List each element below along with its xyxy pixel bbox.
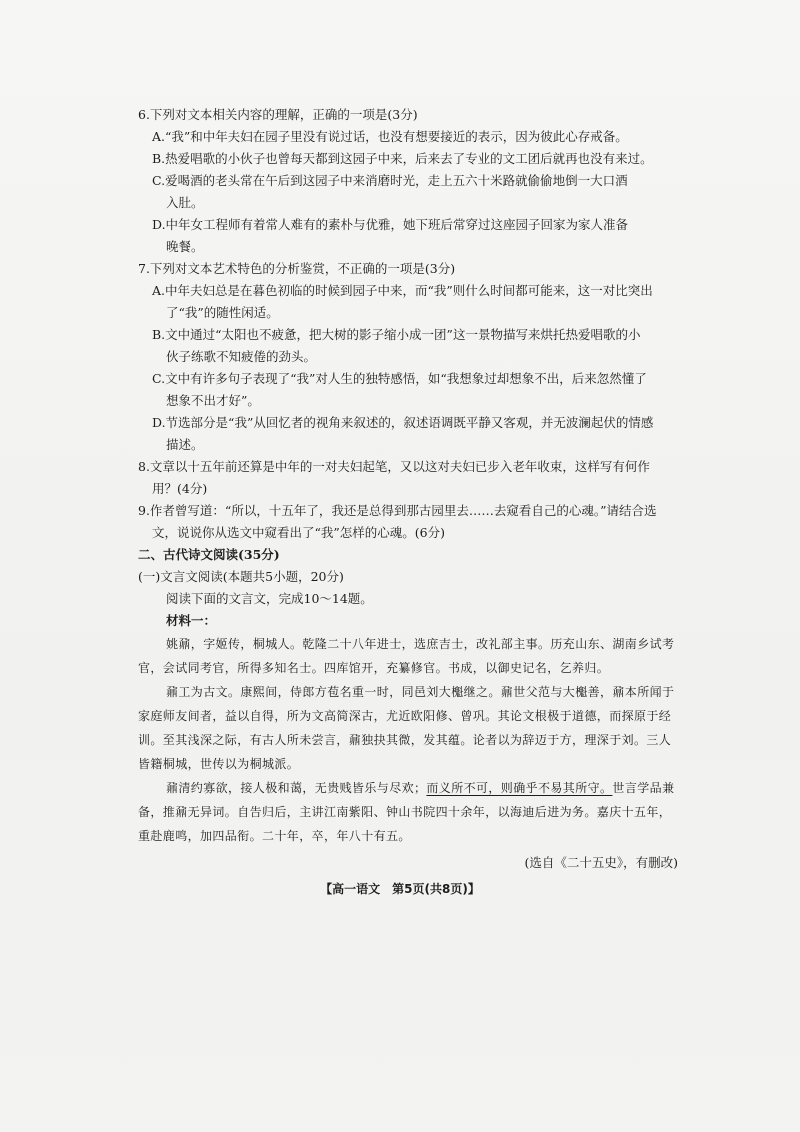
question-7-option-d xyxy=(138,412,678,456)
question-7-option-b-line1: B.文中通过“太阳也不疲惫，把大树的影子缩小成一团”这一景物描写来烘托热爱唱歌的小 xyxy=(152,327,641,342)
question-6-option-b: B.热爱唱歌的小伙子也曾每天都到这园子中来，后来去了专业的文工团后就再也没有来过。 xyxy=(152,151,653,166)
question-7-option-a-line2: 了“我”的随性闲适。 xyxy=(166,305,279,320)
classical-paragraph-1: 姚鼐，字姬传，桐城人。乾隆二十八年进士，选庶吉士，改礼部主事。历充山东、湖南乡试考官，会试同考官，所得多知名士。四库馆开，充纂修官。书成，以御史记名，乞养归。 xyxy=(138,637,675,675)
question-8 xyxy=(138,456,678,500)
question-7-option-c xyxy=(138,368,678,412)
question-7-stem: 7.下列对文本艺术特色的分析鉴赏，不正确的一项是(3分) xyxy=(138,261,456,276)
section-2-subtitle: (一)文言文阅读(本题共5小题，20分) xyxy=(138,569,344,584)
question-7-option-c-line2: 想象不出才好”。 xyxy=(166,393,260,408)
page-footer: 【高一语文 第5页(共8页)】 xyxy=(320,882,480,896)
question-6-option-d-line1: D.中年女工程师有着常人难有的素朴与优雅，她下班后常穿过这座园子回家为家人准备 xyxy=(152,217,629,232)
question-8-line1: 8.文章以十五年前还算是中年的一对夫妇起笔，又以这对夫妇已步入老年收束，这样写有何作 xyxy=(138,459,650,474)
question-8-line2: 用？(4分) xyxy=(152,481,208,496)
classical-paragraph-2: 鼐工为古文。康熙间，侍郎方苞名重一时，同邑刘大櫆继之。鼐世父范与大櫆善，鼐本所闻于家庭师友间者，益以自得，所为文高简深古，尤近欧阳修、曾巩。其论文根极于道德，而探原于经训。至其浅深之际，有古人所未尝言，鼐独抉其微，发其蕴。论者以为辞迈于方，理深于刘。三人皆籍桐城，世传以为桐城派。 xyxy=(138,685,675,771)
question-7-option-a-line1: A.中年夫妇总是在暮色初临的时候到园子中来，而“我”则什么时间都可能来，这一对比突出 xyxy=(152,283,653,298)
underlined-sentence: 而义所不可，则确乎不易其所守。 xyxy=(426,781,613,795)
page-content xyxy=(138,104,678,874)
question-9-line1: 9.作者曾写道：“所以，十五年了，我还是总得到那古园里去……去窥看自己的心魂。”请结合选 xyxy=(138,503,657,518)
material-label: 材料一： xyxy=(166,613,217,628)
question-7-option-d-line1: D.节选部分是“我”从回忆者的视角来叙述的，叙述语调既平静又客观，并无波澜起伏的情感 xyxy=(152,415,654,430)
question-9-line2: 文，说说你从选文中窥看出了“我”怎样的心魂。(6分) xyxy=(152,525,445,540)
question-6-option-c-line2: 入肚。 xyxy=(166,195,204,210)
paragraph-3-text-before: 鼐清约寡欲，接人极和蔼，无贵贱皆乐与尽欢； xyxy=(166,781,427,795)
classical-paragraph-3 xyxy=(138,776,678,848)
section-2-instruction: 阅读下面的文言文，完成10～14题。 xyxy=(166,591,373,606)
source-citation: (选自《二十五史》，有删改) xyxy=(524,855,678,870)
paragraph-3-text-after: 世言学品兼备，推鼐无异词。自告归后，主讲江南紫阳、钟山书院四十余年，以海迪后进为务。嘉庆十五年，重赴鹿鸣，加四品衔。二十年，卒，年八十有五。 xyxy=(138,781,675,843)
question-7-option-a xyxy=(138,280,678,324)
question-6-option-d-line2: 晚餐。 xyxy=(166,239,204,254)
question-6-option-c-line1: C.爱喝酒的老头常在午后到这园子中来消磨时光，走上五六十米路就偷偷地倒一大口酒 xyxy=(152,173,628,188)
question-7-option-c-line1: C.文中有许多句子表现了“我”对人生的独特感悟，如“我想象过却想象不出，后来忽然懂了 xyxy=(152,371,647,386)
question-6-option-a: A.“我”和中年夫妇在园子里没有说过话，也没有想要接近的表示，因为彼此心存戒备。 xyxy=(152,129,628,144)
question-7-option-b xyxy=(138,324,678,368)
section-2-title: 二、古代诗文阅读(35分) xyxy=(138,547,280,562)
question-6-stem: 6.下列对文本相关内容的理解，正确的一项是(3分) xyxy=(138,107,418,122)
question-9 xyxy=(138,500,678,544)
question-6-option-c xyxy=(138,170,678,214)
question-7-option-b-line2: 伙子练歌不知疲倦的劲头。 xyxy=(166,349,317,364)
question-6-option-d xyxy=(138,214,678,258)
question-7-option-d-line2: 描述。 xyxy=(166,437,204,452)
